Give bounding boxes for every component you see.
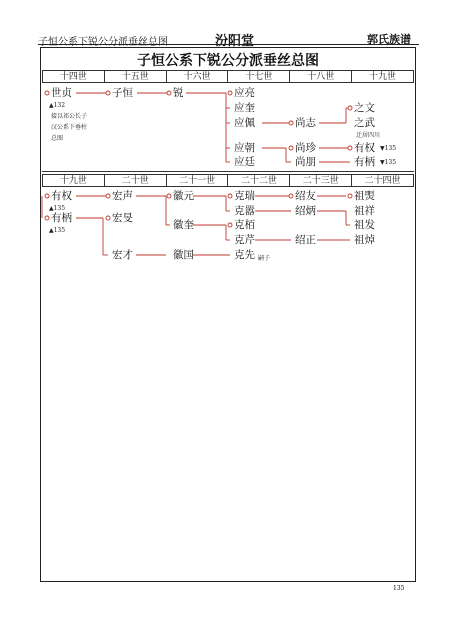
page-number: 135: [393, 585, 405, 592]
person-gen23: 绍炳: [295, 205, 316, 217]
running-header-book: 郭氏族谱: [367, 33, 411, 46]
page-ref: ▲135: [49, 227, 66, 234]
person-gen23: 绍正: [295, 234, 316, 246]
generation-label: 二十三世: [290, 175, 352, 186]
person-gen22: 克芹: [234, 234, 255, 246]
person-gen17: 应佩: [234, 117, 255, 129]
root-note-line: 汉公系下垂柱: [51, 124, 88, 131]
person-youbing: 有柄: [51, 212, 72, 224]
page-ref: ▼135: [380, 145, 397, 152]
running-header-title: 子恒公系下锐公分派垂丝总图: [38, 37, 168, 48]
person-gen24: 祖煚: [354, 190, 375, 202]
person-gen24: 祖祥: [354, 205, 375, 217]
person-gen20: 宏才: [112, 249, 133, 261]
person-gen21: 徽国: [173, 249, 194, 261]
generation-label: 十五世: [105, 71, 167, 82]
generation-label: 二十一世: [167, 175, 229, 186]
person-gen18: 尚志: [295, 117, 316, 129]
generation-label: 二十四世: [364, 176, 401, 186]
adopted-son-note: 嗣子: [258, 255, 271, 262]
person-rui: 锐: [173, 87, 184, 99]
person-youquan: 有权: [51, 190, 72, 202]
chart-title: 子恒公系下锐公分派垂丝总图: [137, 53, 319, 69]
root-note-line: 总图: [51, 135, 64, 142]
root-note-line: 接以祁公长子: [51, 113, 88, 120]
person-gen19: 之武: [354, 117, 375, 129]
generation-label: 十四世: [43, 71, 105, 82]
person-gen17: 应朝: [234, 142, 255, 154]
person-gen17: 应亮: [234, 87, 255, 99]
person-ziheng: 子恒: [112, 87, 133, 99]
person-gen17: 应奎: [234, 102, 255, 114]
person-gen18: 尚珍: [295, 142, 316, 154]
root-page-ref: ▲132: [49, 102, 66, 109]
person-gen21: 徽元: [173, 190, 194, 202]
person-gen22: 克先: [234, 249, 255, 261]
person-gen21: 徽奎: [173, 219, 194, 231]
person-gen19: 有柄: [354, 156, 375, 168]
person-shizhen: 世贞: [51, 87, 72, 99]
person-gen22: 克栢: [234, 219, 255, 231]
running-header-hall: 汾阳堂: [215, 34, 255, 49]
person-gen22: 克嚣: [234, 205, 255, 217]
page-ref: ▼135: [380, 159, 397, 166]
generation-label: 二十世: [105, 175, 167, 186]
person-gen20: 宏声: [112, 190, 133, 202]
person-gen17: 应廷: [234, 156, 255, 168]
person-gen23: 绍友: [295, 190, 316, 202]
person-gen22: 克瑞: [234, 190, 255, 202]
person-gen24: 祖发: [354, 219, 375, 231]
page-ref: ▲135: [49, 205, 66, 212]
generation-label: 十八世: [290, 71, 352, 82]
person-gen19: 之文: [354, 102, 375, 114]
migration-note: 迁居四川: [356, 132, 381, 139]
generation-label: 十九世: [43, 175, 105, 186]
person-gen18: 尚朋: [295, 156, 316, 168]
generation-label: 十九世: [369, 72, 397, 82]
generation-label: 十七世: [228, 71, 290, 82]
generation-label: 十六世: [167, 71, 229, 82]
person-gen24: 祖焯: [354, 234, 375, 246]
generation-label: 二十二世: [228, 175, 290, 186]
person-gen20: 宏旻: [112, 212, 133, 224]
person-gen19: 有权: [354, 142, 375, 154]
